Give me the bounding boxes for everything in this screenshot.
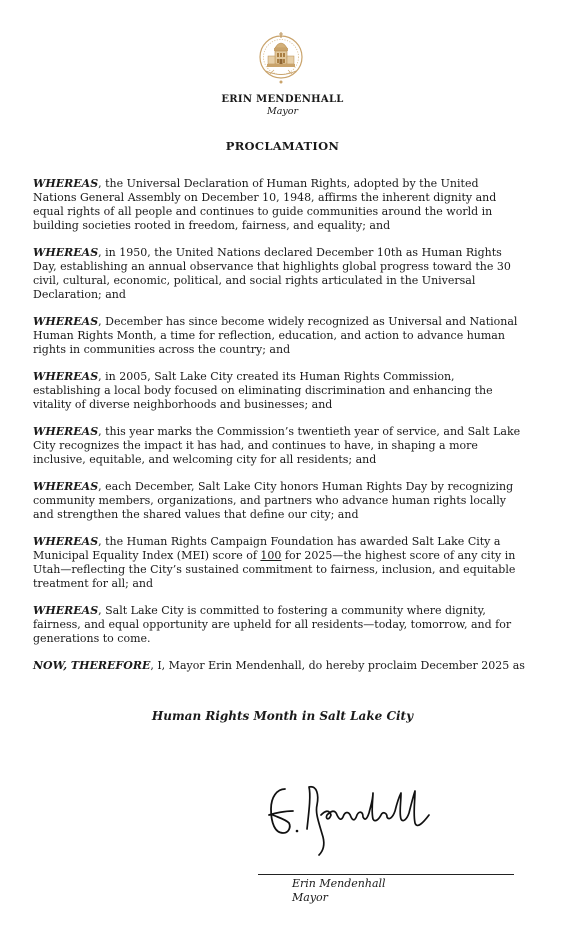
paragraph-lead: WHEREAS (33, 315, 99, 328)
signatory-name: Erin Mendenhall (292, 877, 386, 890)
proclamation-body (33, 177, 525, 686)
whereas-paragraph-8 (33, 604, 525, 646)
signature-line (258, 874, 514, 875)
paragraph-lead: WHEREAS (33, 246, 99, 259)
paragraph-text: , Salt Lake City is committed to fostering a community where dignity, fairness, and equal opportunity are upheld for all residents—today, tomorrow, and for generations to come. (33, 604, 512, 645)
paragraph-lead: WHEREAS (33, 535, 99, 548)
paragraph-text: , the Universal Declaration of Human Rights, adopted by the United Nations General Assembly on December 10, 1948, affirms the inherent dignity and equal rights of all people and continues to guide communities around the world in building societies rooted in freedom, fairness, and equality; and (33, 177, 497, 232)
paragraph-text: , each December, Salt Lake City honors Human Rights Day by recognizing community members, organizations, and partners who advance human rights locally and strengthen the shared values that define our city; and (33, 480, 514, 521)
paragraph-lead: WHEREAS (33, 604, 99, 617)
handwritten-signature (263, 775, 443, 857)
paragraph-text: for 2025—the highest score of any city in Utah—reflecting the City’s sustained commitment to fairness, inclusion, and equitable treatment for all; and (33, 549, 516, 590)
mayor-title-heading: Mayor (266, 106, 299, 117)
whereas-paragraph-5 (33, 425, 525, 467)
paragraph-lead: WHEREAS (33, 177, 99, 190)
city-seal-icon (258, 26, 304, 88)
whereas-paragraph-6 (33, 480, 525, 522)
paragraph-lead: NOW, THEREFORE (33, 659, 151, 672)
signatory-title: Mayor (292, 891, 328, 904)
paragraph-lead: WHEREAS (33, 425, 99, 438)
paragraph-lead: WHEREAS (33, 370, 99, 383)
paragraph-text: , this year marks the Commission’s twentieth year of service, and Salt Lake City recognizes the impact it has had, and continues to have, in shaping a more inclusive, equitable, and welcoming city for all residents; and (33, 425, 521, 466)
paragraph-text: , the Human Rights Campaign Foundation has awarded Salt Lake City a Municipal Equality Index (MEI) score of (33, 535, 501, 562)
paragraph-text: , I, Mayor Erin Mendenhall, do hereby proclaim December 2025 as (150, 659, 525, 672)
paragraph-text: , in 2005, Salt Lake City created its Human Rights Commission, establishing a local body focused on eliminating discrimination and enhancing the vitality of diverse neighborhoods and businesses; and (33, 370, 493, 411)
paragraph-lead: WHEREAS (33, 480, 99, 493)
proclamation-closing: Human Rights Month in Salt Lake City (151, 709, 414, 723)
whereas-paragraph-4 (33, 370, 525, 412)
whereas-paragraph-1 (33, 177, 525, 233)
now-therefore-paragraph (33, 659, 525, 673)
whereas-paragraph-2 (33, 246, 525, 302)
whereas-paragraph-7 (33, 535, 525, 591)
document-title: PROCLAMATION (225, 139, 340, 153)
mei-score-value: 100 (260, 549, 282, 562)
mayor-name-heading: ERIN MENDENHALL (221, 94, 344, 105)
paragraph-text: , in 1950, the United Nations declared December 10th as Human Rights Day, establishing an annual observance that highlights global progress toward the 30 civil, cultural, economic, political, and social rights articulated in the Universal Declaration; and (33, 246, 511, 301)
whereas-paragraph-3 (33, 315, 525, 357)
paragraph-text: , December has since become widely recognized as Universal and National Human Rights Month, a time for reflection, education, and action to advance human rights in communities across the country; and (33, 315, 518, 356)
